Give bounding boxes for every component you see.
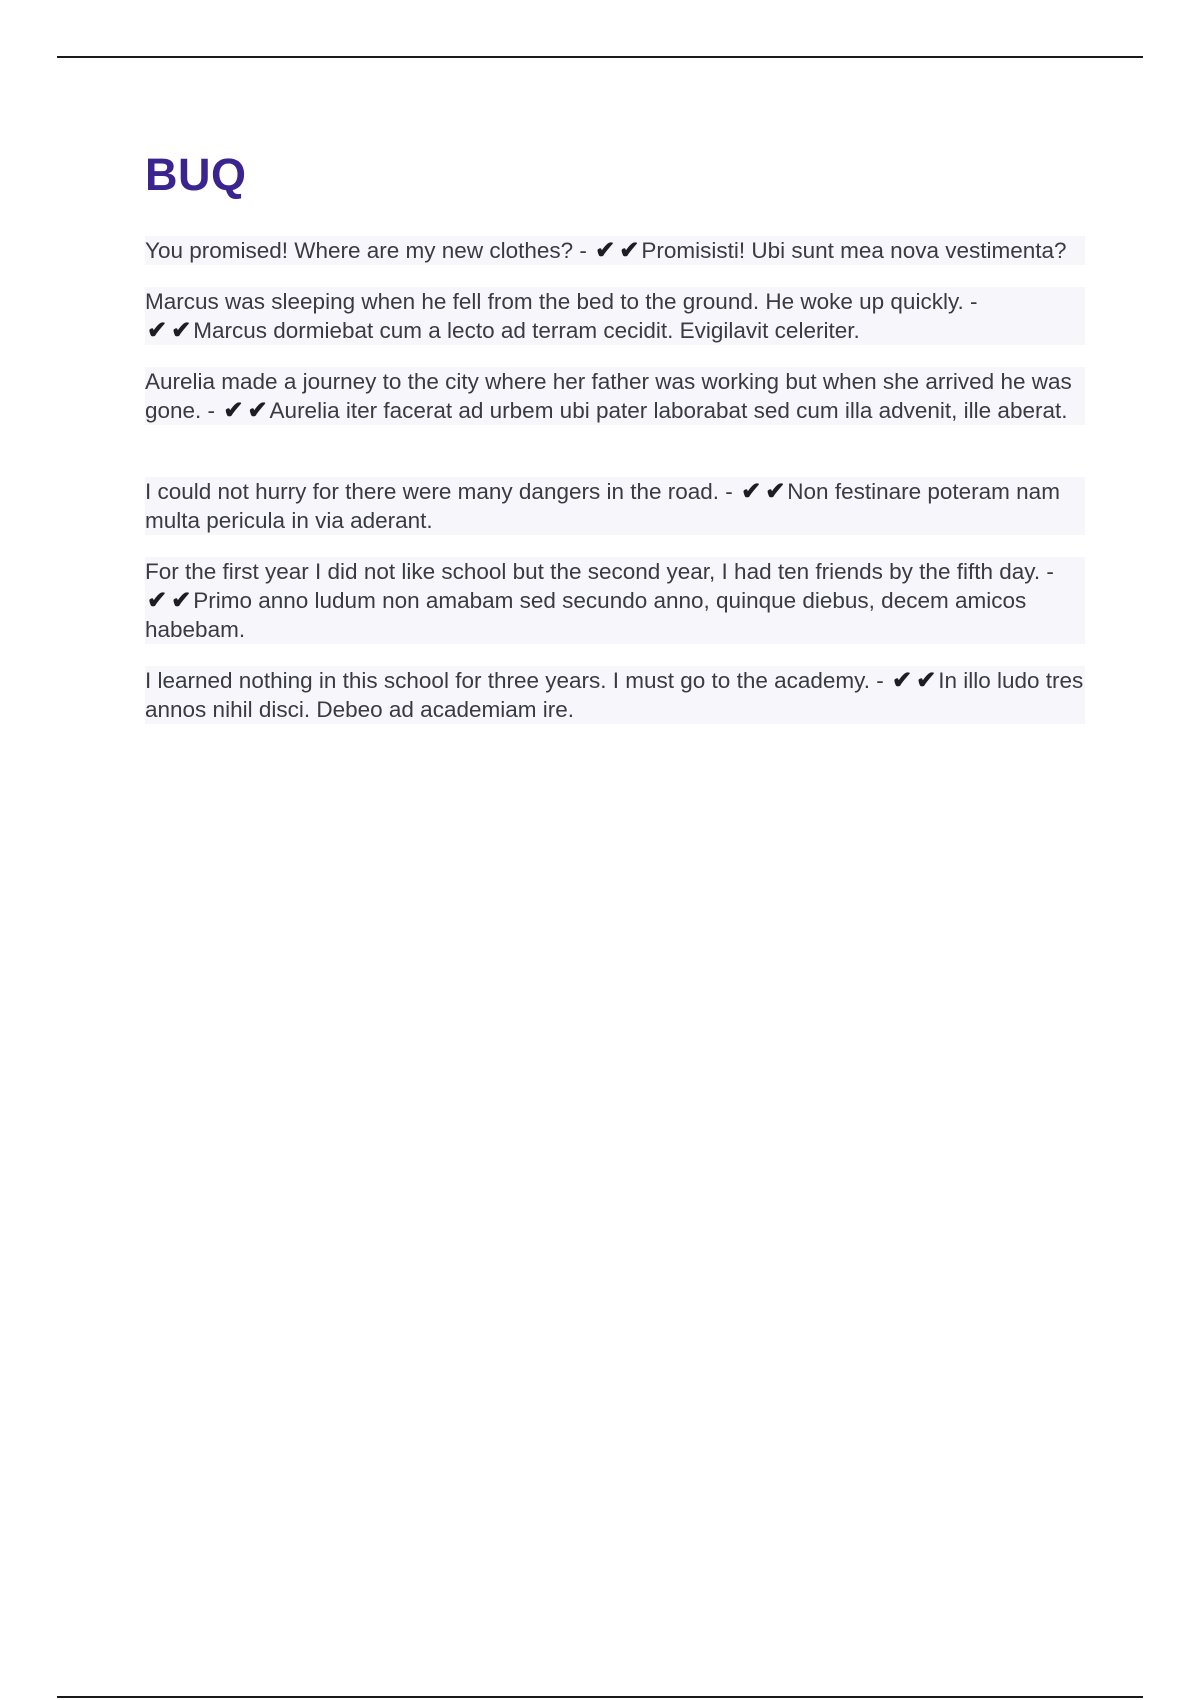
check-icon: ✔ [147,587,168,614]
check-icon: ✔ [171,587,192,614]
check-icon: ✔ [595,237,616,264]
check-icon: ✔ [147,317,168,344]
check-icon: ✔ [247,397,268,424]
top-rule [57,56,1143,58]
qa-item [145,557,1085,644]
question-text: Aurelia made a journey to the city where her father was working but when she arrived he was gone. - [145,369,1072,423]
document-body [145,140,1085,746]
check-icon: ✔ [741,478,762,505]
qa-list [145,236,1085,724]
check-icon: ✔ [223,397,244,424]
qa-item [145,367,1085,425]
qa-item [145,477,1085,535]
check-icon: ✔ [916,667,937,694]
answer-text: Aurelia iter facerat ad urbem ubi pater laborabat sed cum illa advenit, ille aberat. [269,398,1068,423]
question-text: For the first year I did not like school but the second year, I had ten friends by the fifth day. - [145,559,1054,584]
qa-item [145,236,1085,265]
check-icon: ✔ [765,478,786,505]
qa-item [145,666,1085,724]
check-icon: ✔ [619,237,640,264]
answer-text: Promisisti! Ubi sunt mea nova vestimenta? [641,238,1067,263]
bottom-rule [57,1696,1143,1698]
qa-item [145,287,1085,345]
question-text: I learned nothing in this school for three years. I must go to the academy. - [145,668,884,693]
check-icon: ✔ [171,317,192,344]
question-text: Marcus was sleeping when he fell from the bed to the ground. He woke up quickly. - [145,289,978,314]
question-text: You promised! Where are my new clothes? - [145,238,587,263]
question-text: I could not hurry for there were many dangers in the road. - [145,479,733,504]
answer-text: Non festinare poteram nam multa pericula in via aderant. [145,479,1060,533]
document-title: BUQ [145,149,247,200]
answer-text: Marcus dormiebat cum a lecto ad terram cecidit. Evigilavit celeriter. [193,318,860,343]
check-icon: ✔ [892,667,913,694]
answer-text: In illo ludo tres annos nihil disci. Debeo ad academiam ire. [145,668,1084,722]
answer-text: Primo anno ludum non amabam sed secundo anno, quinque diebus, decem amicos habebam. [145,588,1027,642]
